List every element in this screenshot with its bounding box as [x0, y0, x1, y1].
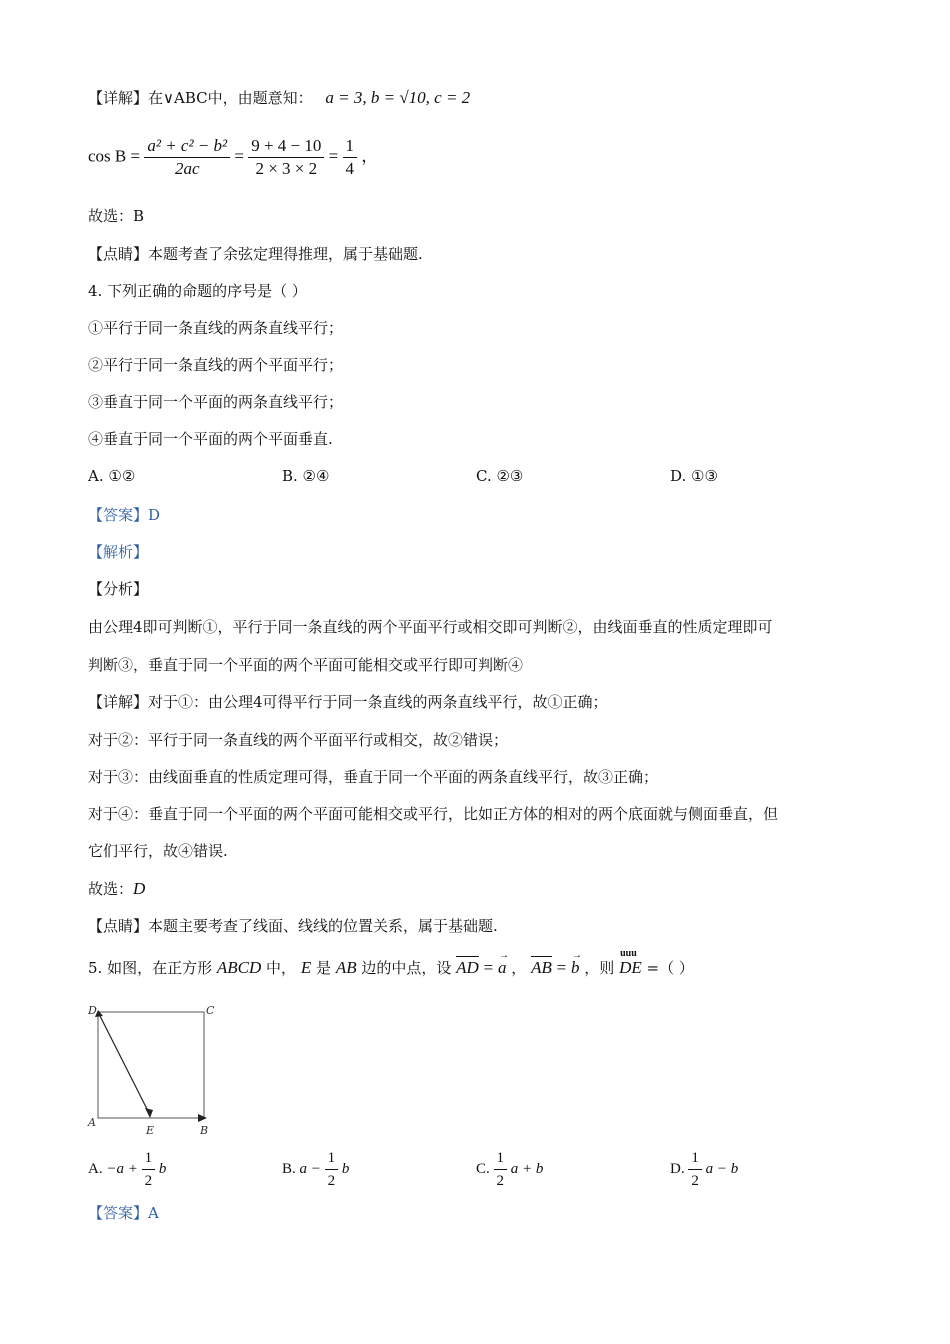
fraction-3-den: 4	[345, 159, 354, 178]
q5-text-3: 是	[316, 959, 332, 977]
fraction-1-num: a² + c² − b²	[144, 135, 230, 158]
fraction-den: 2	[327, 1173, 336, 1189]
fraction-3-num: 1	[343, 135, 358, 158]
fraction-num: 1	[494, 1147, 508, 1170]
label-c: C	[206, 1004, 215, 1017]
fraction-2-num: 9 + 4 − 10	[248, 135, 324, 158]
q5-text-2: 中，	[266, 959, 297, 977]
answer-tag: 【答案】	[88, 506, 149, 524]
option-label: A.	[88, 1160, 103, 1177]
vector-a-letter: a	[498, 958, 507, 977]
answer-tag: 【答案】	[88, 1204, 149, 1222]
option-post: b	[341, 1160, 350, 1177]
detail-text: 在∨ABC中，由题意知：	[148, 89, 313, 107]
q4-detail-line-5: 它们平行，故④错误.	[88, 842, 228, 860]
equals-sign: =	[483, 958, 494, 977]
option-fraction	[494, 1147, 508, 1192]
q5-text-6: =（ ）	[646, 959, 694, 977]
q5-text-4: 边的中点，设	[361, 959, 452, 977]
p3-choose: 故选：B	[88, 207, 145, 225]
square-outline	[98, 1012, 204, 1118]
option-post: b	[158, 1160, 167, 1177]
vector-arrow-icon: →	[572, 950, 583, 961]
q5-square-name: ABCD	[216, 958, 262, 977]
q4-detail-line-4: 对于④：垂直于同一个平面的两个平面可能相交或平行，比如正方体的相对的两个底面就与侧面垂直，但	[88, 805, 779, 823]
given-values: a = 3, b = √10, c = 2	[325, 88, 471, 107]
vector-de-letters: DE	[619, 958, 642, 977]
q4-fenxi-line-2: 判断③，垂直于同一个平面的两个平面可能相交或平行即可判断④	[88, 656, 524, 674]
vector-a	[498, 950, 509, 978]
fraction-2-den: 2 × 3 × 2	[255, 159, 318, 178]
detail-tag: 【详解】	[88, 693, 149, 711]
q5-text-1: 5. 如图，在正方形	[88, 959, 213, 977]
label-e: E	[146, 1124, 155, 1137]
label-d: D	[88, 1004, 97, 1017]
q4-option-d: D. ①③	[670, 467, 718, 485]
choose-prefix: 故选：	[88, 880, 134, 898]
cosine-formula	[88, 135, 378, 180]
detail-line-p3	[88, 88, 470, 108]
fraction-1-den: 2ac	[174, 159, 200, 178]
cosb-lhs: cos B =	[88, 146, 141, 166]
q5-answer	[88, 1203, 159, 1223]
q4-title: 4. 下列正确的命题的序号是（ ）	[88, 282, 307, 300]
label-b: B	[200, 1124, 209, 1137]
q4-choose	[88, 879, 145, 899]
comment-text: 本题考查了余弦定理得推理，属于基础题.	[148, 245, 423, 263]
option-label: D.	[670, 1160, 685, 1177]
comment-tag: 【点睛】	[88, 917, 149, 935]
q5-comma: ，	[511, 959, 527, 977]
vector-b	[571, 950, 583, 978]
fraction-num: 1	[688, 1147, 702, 1170]
fraction-1	[144, 135, 230, 180]
q4-detail-line-3: 对于③：由线面垂直的性质定理可得，垂直于同一个平面的两条直线平行，故③正确；	[88, 768, 659, 786]
equals-sign: =	[234, 146, 244, 166]
q4-item-1: ①平行于同一条直线的两条直线平行；	[88, 319, 344, 337]
q4-option-b: B. ②④	[282, 467, 330, 485]
vector-de-line	[98, 1012, 150, 1115]
detail-tag: 【详解】	[88, 89, 149, 107]
q5-option-a	[88, 1147, 166, 1192]
q4-fenxi-line-1: 由公理4即可判断①，平行于同一条直线的两个平面平行或相交即可判断②，由线面垂直的性质定理即可	[88, 618, 773, 636]
q4-item-2: ②平行于同一条直线的两个平面平行；	[88, 356, 344, 374]
q4-option-a: A. ①②	[88, 467, 136, 485]
fraction-2	[248, 135, 324, 180]
q4-item-4: ④垂直于同一个平面的两个平面垂直.	[88, 430, 333, 448]
option-post: a − b	[705, 1160, 739, 1177]
fraction-den: 2	[496, 1173, 505, 1189]
option-pre: −a +	[106, 1160, 138, 1177]
vector-b-letter: b	[571, 958, 580, 977]
fraction-num: 1	[142, 1147, 156, 1170]
q4-detail-line-2: 对于②：平行于同一条直线的两个平面平行或相交，故②错误；	[88, 731, 509, 749]
p3-comment	[88, 244, 423, 264]
square-figure	[86, 1000, 221, 1140]
choose-var: D	[133, 879, 146, 898]
q5-option-d	[670, 1147, 738, 1192]
q5-point-e: E	[300, 958, 312, 977]
vector-ad: AD	[456, 958, 479, 977]
fraction-den: 2	[691, 1173, 699, 1189]
q4-comment	[88, 916, 498, 936]
option-label: C.	[476, 1160, 490, 1177]
q4-answer	[88, 505, 160, 525]
vector-arrow-icon: →	[499, 950, 509, 961]
fraction-num: 1	[325, 1147, 339, 1170]
q5-title	[88, 948, 694, 978]
vector-ab: AB	[531, 958, 552, 977]
answer-value: D	[148, 506, 161, 524]
q4-option-c: C. ②③	[476, 467, 524, 485]
q4-detail-line-1	[88, 692, 608, 712]
formula-tail: ，	[361, 146, 379, 166]
q4-item-3: ③垂直于同一个平面的两条直线平行；	[88, 393, 344, 411]
equals-sign: =	[556, 958, 567, 977]
answer-value: A	[148, 1204, 159, 1222]
comment-text: 本题主要考查了线面、线线的位置关系，属于基础题.	[148, 917, 498, 935]
arrow-head-b-icon	[198, 1114, 207, 1122]
option-fraction	[325, 1147, 339, 1192]
vector-de	[619, 948, 642, 978]
option-label: B.	[282, 1160, 296, 1177]
q5-text-5: ，则	[584, 959, 615, 977]
fraction-3	[343, 135, 358, 180]
q4-fenxi-tag: 【分析】	[88, 580, 149, 598]
option-fraction	[688, 1147, 702, 1192]
label-a: A	[88, 1116, 96, 1129]
option-fraction	[142, 1147, 156, 1192]
comment-tag: 【点睛】	[88, 245, 149, 263]
equals-sign: =	[328, 146, 339, 166]
q5-option-b	[282, 1147, 349, 1192]
vector-de-mark: uuu	[620, 948, 637, 959]
q5-side-ab: AB	[335, 958, 357, 977]
detail-text: 对于①：由公理4可得平行于同一条直线的两条直线平行，故①正确；	[148, 693, 608, 711]
q5-option-c	[476, 1147, 543, 1192]
option-pre: a −	[299, 1160, 321, 1177]
option-post: a + b	[510, 1160, 544, 1177]
fraction-den: 2	[144, 1173, 153, 1189]
arrow-head-e-icon	[145, 1108, 153, 1118]
q4-analysis-tag: 【解析】	[88, 543, 149, 561]
